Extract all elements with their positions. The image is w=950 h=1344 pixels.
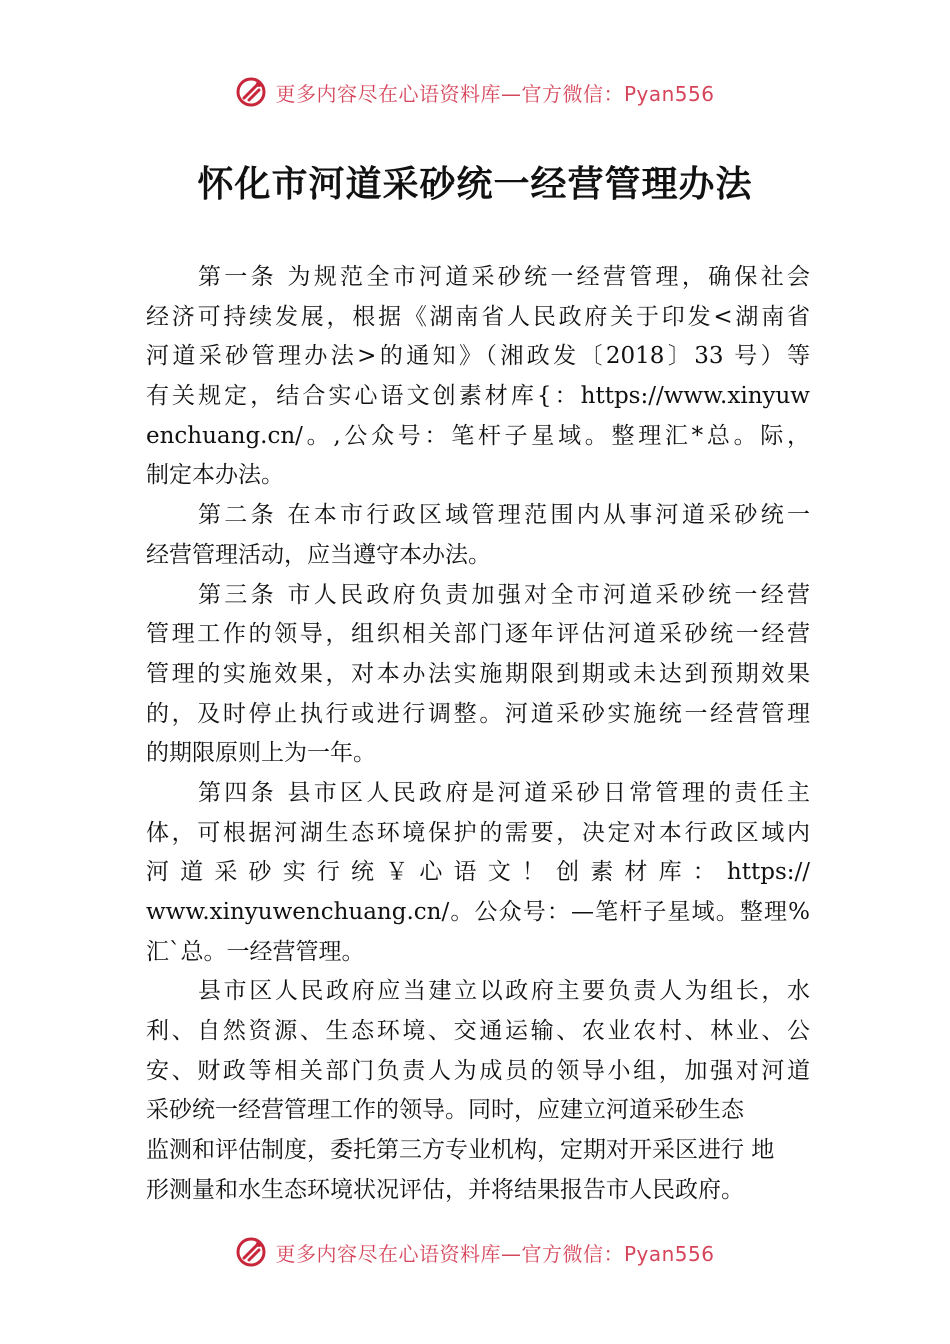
paragraph-article-1	[146, 258, 810, 496]
text-line: www.xinyuwenchuang.cn/。公众号：—笔杆子星域。整理%	[146, 899, 810, 925]
text-line: 形测量和水生态环境状况评估，并将结果报告市人民政府。	[146, 1176, 744, 1203]
text-line: 的，及时停止执行或进行调整。河道采砂实施统一经营管理	[146, 700, 810, 727]
paragraph-article-2	[146, 496, 810, 575]
text-line: 汇`总。一经营管理。	[146, 938, 365, 965]
document-title: 怀化市河道采砂统一经营管理办法	[197, 163, 753, 205]
text-line: 监测和评估制度，委托第三方专业机构，定期对开采区进行 地	[146, 1137, 775, 1164]
header-banner	[0, 72, 950, 112]
text-line: 经营管理活动，应当遵守本办法。	[146, 541, 491, 568]
text-line: 县市区人民政府应当建立以政府主要负责人为组长，水	[198, 978, 810, 1005]
footer-banner	[0, 1232, 950, 1272]
text-line: 第四条 县市区人民政府是河道采砂日常管理的责任主	[198, 779, 810, 806]
text-line: 第二条 在本市行政区域管理范围内从事河道采砂统一	[198, 502, 810, 529]
text-line: 有关规定，结合实心语文创素材库{：https://www.xinyuw	[146, 383, 810, 410]
text-line: 经济可持续发展，根据《湖南省人民政府关于印发<湖南省	[146, 303, 810, 330]
text-line: 管理的实施效果，对本办法实施期限到期或未达到预期效果	[146, 660, 810, 687]
paragraph-article-4	[146, 774, 810, 972]
paragraph-article-4-continued	[146, 972, 810, 1210]
text-line: 管理工作的领导，组织相关部门逐年评估河道采砂统一经营	[146, 621, 810, 648]
banner-text: 更多内容尽在心语资料库—官方微信：Pyan556	[275, 1241, 715, 1266]
text-line: 制定本办法。	[146, 462, 284, 489]
text-line: 利、自然资源、生态环境、交通运输、农业农村、林业、公	[146, 1018, 810, 1045]
text-line: 安、财政等相关部门负责人为成员的领导小组，加强对河道	[146, 1057, 810, 1084]
brand-logo-icon	[235, 76, 267, 108]
text-line: 第三条 市人民政府负责加强对全市河道采砂统一经营	[198, 581, 810, 608]
text-line: 采砂统一经营管理工作的领导。同时，应建立河道采砂生态	[146, 1097, 744, 1124]
paragraph-article-3	[146, 576, 810, 774]
document-body	[146, 258, 810, 1211]
text-line: 第一条 为规范全市河道采砂统一经营管理，确保社会	[198, 264, 810, 290]
brand-logo-icon	[235, 1236, 267, 1268]
text-line: 河道采砂管理办法>的通知》（湘政发〔2018〕33 号）等	[146, 343, 810, 370]
banner-text: 更多内容尽在心语资料库—官方微信：Pyan556	[275, 81, 715, 106]
text-line: 河道采砂实行统￥心语文！创素材库：https://	[146, 859, 810, 886]
text-line: enchuang.cn/。,公众号：笔杆子星域。整理汇*总。际，	[146, 422, 810, 449]
text-line: 的期限原则上为一年。	[146, 740, 376, 767]
text-line: 体，可根据河湖生态环境保护的需要，决定对本行政区域内	[146, 819, 810, 846]
